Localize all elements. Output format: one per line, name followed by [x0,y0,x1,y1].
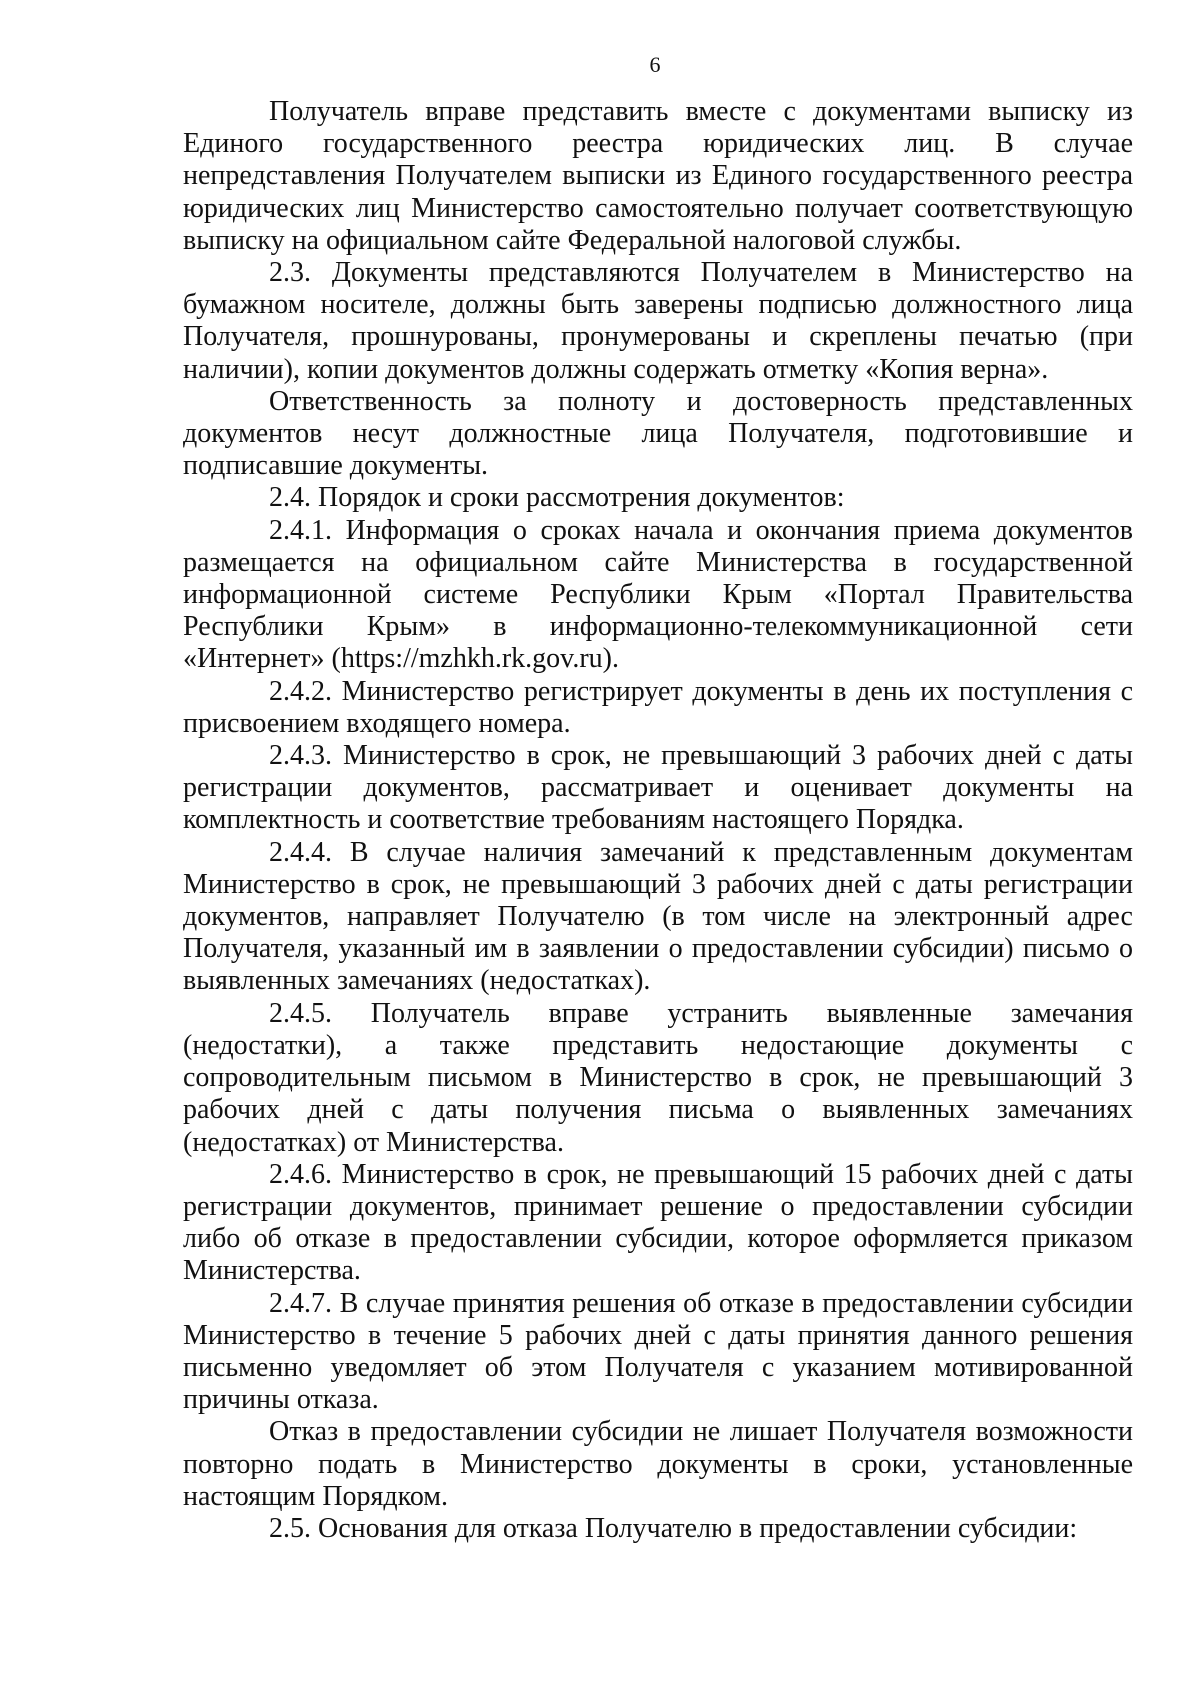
paragraph-2-3: 2.3. Документы представляются Получателем в Министерство на бумажном носителе, должны быть заверены подписью должностного лица Получателя, прошнурованы, пронумерованы и скреплены печатью (при наличии), копии документов должны содержать отметку «Копия верна». [183,257,1133,385]
paragraph-2-4-5: 2.4.5. Получатель вправе устранить выявленные замечания (недостатки), а также представить недостающие документы с сопроводительным письмом в Министерство в срок, не превышающий 3 рабочих дней с даты получения письма о выявленных замечаниях (недостатках) от Министерства. [183,997,1133,1158]
paragraph-2-4-7: 2.4.7. В случае принятия решения об отказе в предоставлении субсидии Министерство в течение 5 рабочих дней с даты принятия данного решения письменно уведомляет об этом Получателя с указанием мотивированной причины отказа. [183,1287,1133,1416]
paragraph-responsibility: Ответственность за полноту и достоверность представленных документов несут должностные лица Получателя, подготовившие и подписавшие документы. [183,385,1133,482]
page-number: 6 [649,52,661,77]
paragraph-2-4-4: 2.4.4. В случае наличия замечаний к представленным документам Министерство в срок, не превышающий 3 рабочих дней с даты регистрации документов, направляет Получателю (в том числе на электронный адрес Получателя, указанный им в заявлении о предоставлении субсидии) письмо о выявленных замечаниях (недостатках). [183,836,1133,997]
paragraph-refusal: Отказ в предоставлении субсидии не лишает Получателя возможности повторно подать в Министерство документы в сроки, установленные настоящим Порядком. [183,1416,1133,1512]
document-body [183,96,1133,1545]
paragraph-2-4-3: 2.4.3. Министерство в срок, не превышающий 3 рабочих дней с даты регистрации документов, рассматривает и оценивает документы на комплектность и соответствие требованиям настоящего Порядка. [183,740,1133,836]
paragraph-egrul-extract: Получатель вправе представить вместе с документами выписку из Единого государственного реестра юридических лиц. В случае непредставления Получателем выписки из Единого государственного реестра юридических лиц Министерство самостоятельно получает соответствующую выписку на официальном сайте Федеральной налоговой службы. [183,96,1133,256]
paragraph-2-4-1: 2.4.1. Информация о сроках начала и окончания приема документов размещается на официальном сайте Министерства в государственной информационной системе Республики Крым «Портал Правительства Республики Крым» в информационно-телекоммуникационной сети «Интернет» (https://mzhkh.rk.gov.ru). [183,514,1133,675]
paragraph-2-4-6: 2.4.6. Министерство в срок, не превышающий 15 рабочих дней с даты регистрации документов, принимает решение о предоставлении субсидии либо об отказе в предоставлении субсидии, которое оформляется приказом Министерства. [183,1158,1133,1287]
paragraph-2-4-2: 2.4.2. Министерство регистрирует документы в день их поступления с присвоением входящего номера. [183,675,1133,739]
paragraph-2-4: 2.4. Порядок и сроки рассмотрения документов: [269,482,845,514]
paragraph-2-5: 2.5. Основания для отказа Получателю в предоставлении субсидии: [269,1512,1078,1544]
